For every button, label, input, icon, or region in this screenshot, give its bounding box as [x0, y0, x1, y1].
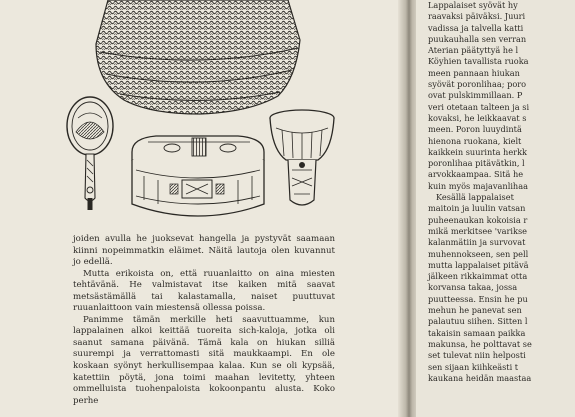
- text-line: raavaksi päiväksi. Juuri: [428, 11, 526, 22]
- text-line: arvokkaampaa. Sitä he: [428, 169, 524, 180]
- text-line: Lappalaiset syövät hy: [428, 0, 518, 10]
- text-line: muhennokseen, sen pell: [428, 248, 529, 259]
- text-line: Aterian päätyttyä he l: [428, 45, 519, 56]
- carved-cup-drawing: [270, 110, 334, 205]
- text-line: poronlihaa pitävätkin, l: [428, 158, 525, 169]
- paragraph: Mutta erikoista on, että ruuanlaitto on aina miesten tehtävänä. He valmistavat itse kaiken mitä saavat metsästämällä tai kalastamalla, naiset puuttuvat ruuanlaittoon vain miestensä ollessa poissa.: [73, 268, 335, 314]
- text-line: kalanmätiin ja survovat: [428, 237, 526, 248]
- text-line: mutta lappalaiset pitävä: [428, 259, 529, 270]
- root-basket-drawing: [96, 0, 300, 114]
- text-line: takaisin samaan paikka: [428, 327, 526, 338]
- text-line: meen pannaan hiukan: [428, 67, 520, 78]
- text-line: kaikkein suurinta herkk: [428, 146, 528, 157]
- text-line: maitoin ja luulin vatsan: [428, 203, 526, 214]
- text-line: sen sijaan kiihkeästi t: [428, 361, 519, 372]
- right-page: [416, 0, 575, 417]
- text-line: kaukana heidän maastaa: [428, 372, 532, 383]
- text-line: mikä merkitsee 'varikse: [428, 225, 528, 236]
- paragraph: joiden avulla he juoksevat hangella ja pystyvät saamaan kiinni nopeimmatkin eläimet. Näitä lautoja olen kuvannut jo edellä.: [73, 234, 335, 268]
- text-line: mehun he panevat sen: [428, 305, 522, 316]
- text-line: syövät poronlihaa; poro: [428, 79, 527, 90]
- lidded-box-drawing: [132, 136, 264, 216]
- paragraph: Panimme tämän merkille heti saavuttuamme, kun lappalainen alkoi keittää tuoreita sich-kaloja, jotka oli saanut samana päivänä. Tämä kala on hiukan silliä suurempi ja verrattomasti sitä maukkaampi. En ole koskaan syönyt herkullisempaa kalaa. Kun se oli kypsää, katettiin pöytä, jona toimi maahan levitetty, yhteen ommelluista tuohenpaloista kokoonpantu alusta. Koko perhe: [73, 314, 335, 406]
- text-line: palautuu siihen. Sitten l: [428, 316, 528, 327]
- illustration-sami-objects: [60, 0, 350, 226]
- text-line: jälkeen rikkaimmat otta: [428, 271, 528, 282]
- text-line: korvansa takaa, jossa: [428, 282, 518, 293]
- carved-spoon-drawing: [67, 97, 113, 210]
- text-line: veri otetaan talteen ja si: [428, 101, 530, 112]
- text-line: vadissa ja talvella katti: [428, 22, 524, 33]
- text-line: puheenaukan kokoisia r: [428, 214, 528, 225]
- text-line: Kesällä lappalaiset: [436, 192, 514, 203]
- text-line: puukauhalla sen verran: [428, 33, 527, 44]
- text-line: kovaksi, he leikkaavat s: [428, 112, 527, 123]
- left-page-text: [73, 234, 335, 407]
- text-line: hienona ruokana, kielt: [428, 135, 522, 146]
- text-line: ovat pulskimmillaan. P: [428, 90, 523, 101]
- text-line: meen. Poron luuydintä: [428, 124, 522, 135]
- text-line: set tulevat niin helposti: [428, 350, 526, 361]
- text-line: puutteessa. Ensin he pu: [428, 293, 528, 304]
- text-line: Köyhien tavallista ruoka: [428, 56, 529, 67]
- text-line: makunsa, he polttavat se: [428, 338, 532, 349]
- text-line: kuin myös majavanlihaa: [428, 180, 528, 191]
- right-page-text: [428, 0, 575, 384]
